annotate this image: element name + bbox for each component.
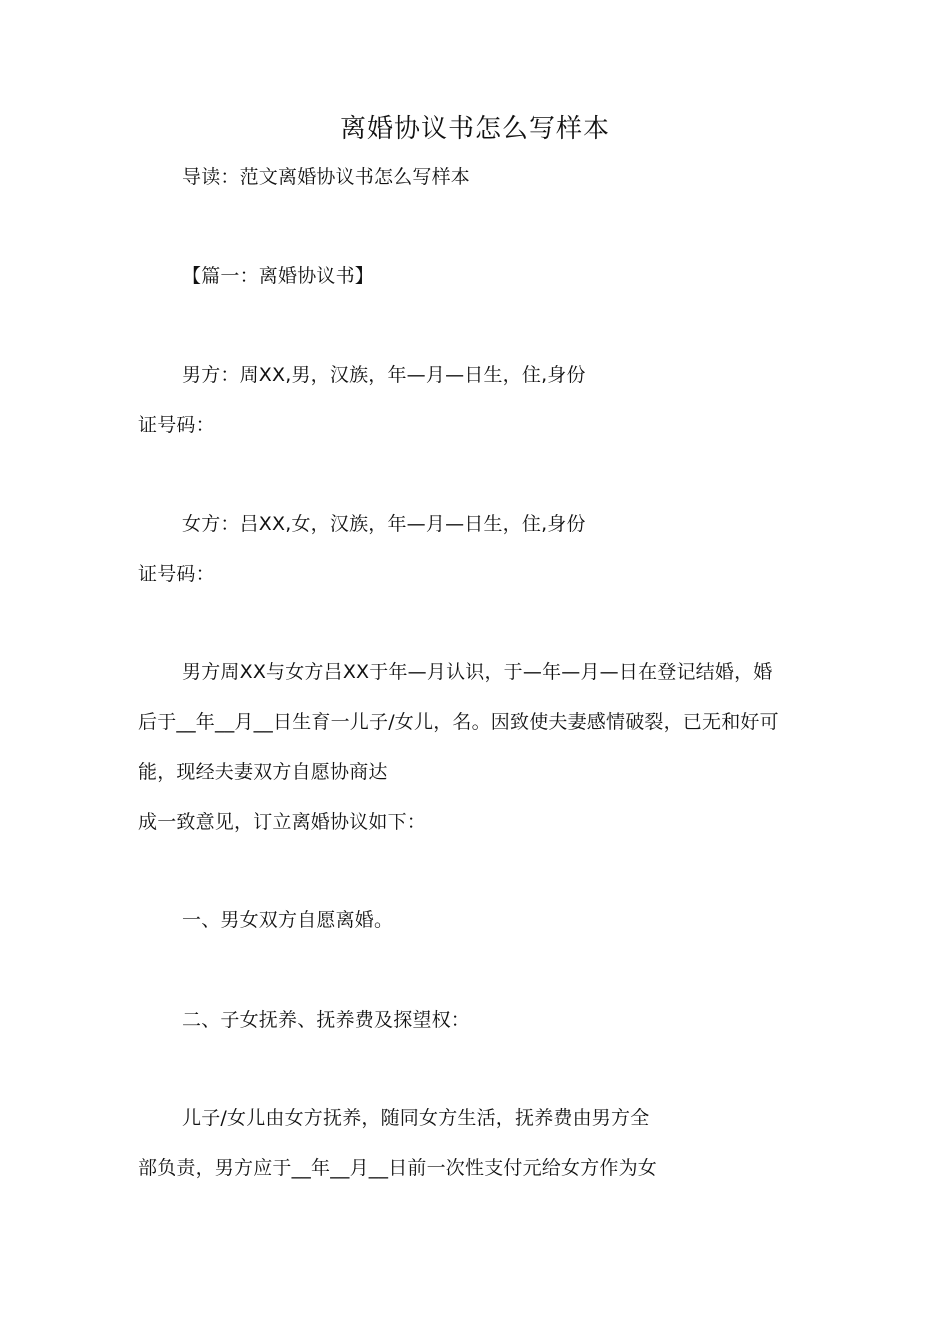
paragraph-line: 儿子/女儿由女方抚养，随同女方生活，抚养费由男方全: [182, 1107, 650, 1129]
paragraph-line: 男方周XX与女方吕XX于年—月认识，于—年—月—日在登记结婚，婚: [182, 661, 773, 683]
paragraph-line: 后于__年__月__日生育一儿子/女儿，名。因致使夫妻感情破裂，已无和好可: [138, 711, 779, 733]
paragraph-line: 成一致意见，订立离婚协议如下：: [138, 811, 427, 833]
paragraph-line: 部负责，男方应于__年__月__日前一次性支付元给女方作为女: [138, 1157, 658, 1179]
male-id-line: 证号码：: [138, 414, 215, 436]
female-id-line: 证号码：: [138, 563, 215, 585]
male-party-line: 男方：周XX,男，汉族，年—月—日生，住,身份: [182, 364, 586, 386]
section-heading: 【篇一：离婚协议书】: [182, 265, 375, 287]
intro-line: 导读：范文离婚协议书怎么写样本: [182, 166, 471, 188]
female-party-line: 女方：吕XX,女，汉族，年—月—日生，住,身份: [182, 513, 586, 535]
clause-two: 二、子女抚养、抚养费及探望权：: [182, 1009, 471, 1031]
document-title: 离婚协议书怎么写样本: [339, 114, 610, 144]
paragraph-line: 能，现经夫妻双方自愿协商达: [138, 761, 388, 783]
clause-one: 一、男女双方自愿离婚。: [182, 909, 394, 931]
